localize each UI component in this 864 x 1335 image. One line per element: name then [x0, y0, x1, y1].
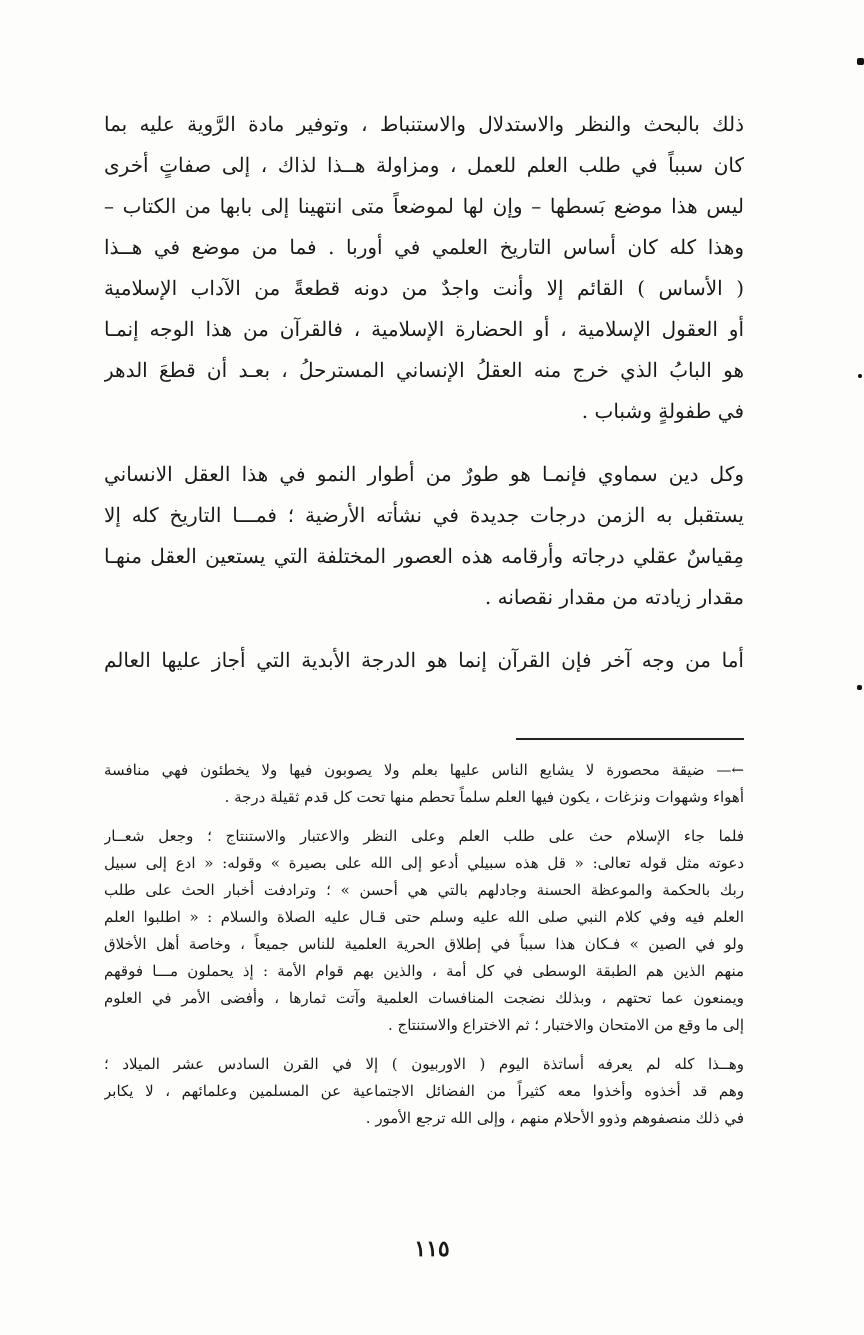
footnote-line: ويمنعون عما تحتهم ، وبذلك نضجت المنافسات العلمية وآتت ثمارها ، وأفضى الأمر في العلوم	[104, 989, 744, 1007]
footnotes	[104, 757, 744, 1132]
footnote-line: ولو في الصين » فـكان هذا سبباً في إطلاق الحرية العلمية للناس جميعاً ، وخاصة أهل الأخلاق	[104, 935, 744, 953]
text-line: ( الأساس ) القائم إلا وأنت واجدٌ من دونه قطعةً من الآداب الإسلامية	[104, 276, 744, 300]
footnote-line: ربك بالحكمة والموعظة الحسنة وجادلهم بالتي هي أحسن » ؛ وترادفت أخبار الحث على طلب	[104, 881, 744, 899]
footnote-line: وهــذا كله لم يعرفه أساتذة اليوم ( الاوربيون ) إلا في القرن السادس عشر الميلاد ؛	[104, 1055, 744, 1073]
footnote-line: العلم فيه وفي كلام النبي صلى الله عليه وسلم حتى قـال عليه الصلاة والسلام : « اطلبوا العلم	[104, 908, 744, 926]
scan-edge-mark	[858, 374, 862, 378]
paragraph-gap	[104, 618, 744, 640]
text-line: هو البابُ الذي خرج منه العقلُ الإنساني المسترحلُ ، بعـد أن قطعَ الدهر	[104, 358, 744, 382]
scan-edge-mark	[857, 58, 864, 65]
text-line: مقدار زيادته من مقدار نقصانه .	[484, 585, 744, 609]
text-line: وهذا كله كان أساس التاريخ العلمي في أوربا . فما من موضع في هــذا	[104, 235, 744, 259]
main-text	[104, 104, 744, 681]
text-line: ذلك بالبحث والنظر والاستدلال والاستنباط ، وتوفير مادة الرَّوية عليه بما	[104, 112, 744, 136]
footnote-gap	[104, 811, 744, 823]
page-number: ١١٥	[414, 1236, 450, 1262]
footnote-line: ←— ضيقة محصورة لا يشايع الناس عليها بعلم ولا يصوبون فيها ولا يخطئون فهي منافسة	[104, 761, 744, 779]
text-line: ليس هذا موضع بَسطها – وإن لها لموضعاً متى انتهينا إلى بابها من الكتاب –	[104, 194, 744, 218]
footnote-line: إلى ما وقع من الامتحان والاختبار ؛ ثم الاختراع والاستنتاج .	[387, 1016, 744, 1034]
footnote-gap	[104, 1039, 744, 1051]
footnote-line: دعوته مثل قوله تعالى: « قل هذه سبيلي أدعو إلى الله على بصيرة » وقوله: « ادع إلى سبيل	[104, 854, 744, 872]
scan-edge-mark	[857, 685, 862, 690]
footnote-line: وهم قد أخذوه وأخذوا معه كثيراً من الفضائل الاجتماعية عن المسلمين وعلمائهم ، لا يكابر	[104, 1082, 744, 1100]
text-line: كان سبباً في طلب العلم للعمل ، ومزاولة هــذا لذاك ، إلى صفاتٍ أخرى	[104, 153, 744, 177]
footnote-line: فلما جاء الإسلام حث على طلب العلم وعلى النظر والاعتبار والاستنتاج ؛ وجعل شعــار	[104, 827, 744, 845]
footnote-line: منهم الذين هم الطبقة الوسطى في كل أمة ، والذين بهم قوام الأمة : إذ يحملون مـــا فوقهم	[104, 962, 744, 980]
footnote-line: أهواء وشهوات ونزغات ، يكون فيها العلم سلماً تحطم منها تحت كل قدم ثقيلة درجة .	[224, 788, 744, 806]
text-line: في طفولةٍ وشباب .	[581, 399, 744, 423]
text-line: وكل دين سماوي فإنمـا هو طورٌ من أطوار النمو في هذا العقل الانساني	[104, 462, 744, 486]
text-line: أو العقول الإسلامية ، أو الحضارة الإسلامية ، فالقرآن من هذا الوجه إنمـا	[104, 317, 744, 341]
text-line: مِقياسٌ عقلي درجاته وأرقامه هذه العصور المختلفة التي يستعين العقل منهـا	[104, 544, 744, 568]
footnote-line: في ذلك منصفوهم وذوو الأحلام منهم ، وإلى الله ترجع الأمور .	[365, 1109, 744, 1127]
text-line: يستقبل به الزمن درجات جديدة في نشأته الأرضية ؛ فمـــا التاريخ كله إلا	[104, 503, 744, 527]
paragraph-gap	[104, 432, 744, 454]
text-line: أما من وجه آخر فإن القرآن إنما هو الدرجة الأبدية التي أجاز عليها العالم	[104, 648, 744, 672]
footnote-separator	[516, 738, 744, 740]
